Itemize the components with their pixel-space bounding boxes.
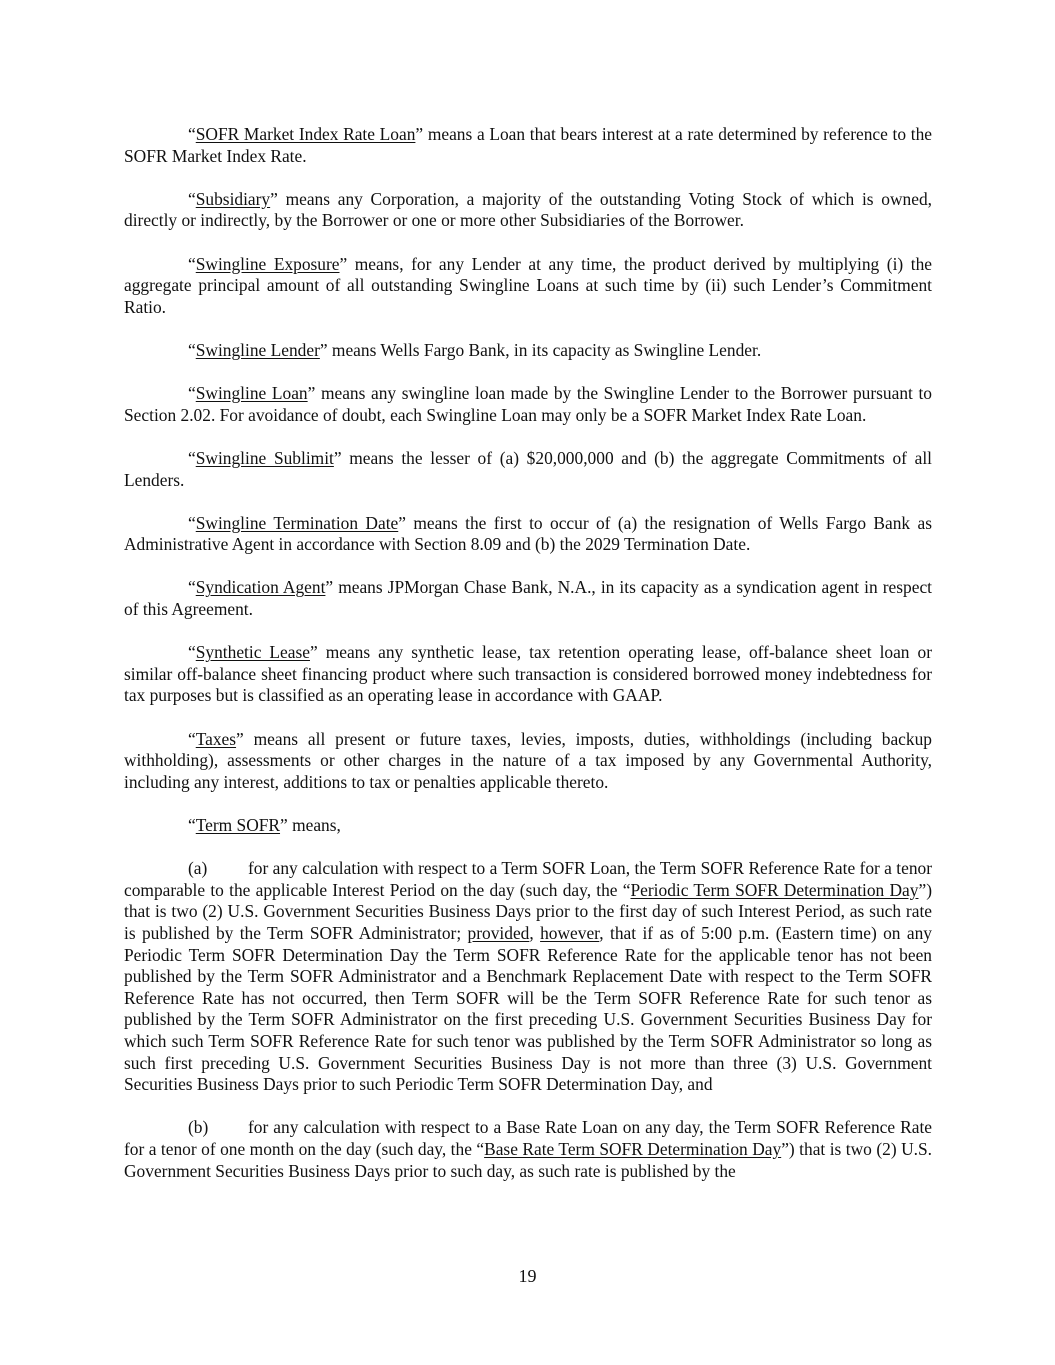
definition-syndication-agent: “Syndication Agent” means JPMorgan Chase Bank, N.A., in its capacity as a syndication agent in respect of this Agreement. — [124, 577, 932, 620]
defined-term: Base Rate Term SOFR Determination Day — [484, 1138, 782, 1159]
emphasis-however: however — [540, 922, 600, 943]
definition-term-sofr: “Term SOFR” means, — [188, 815, 341, 835]
page-number: 19 — [518, 1266, 537, 1286]
defined-term: Term SOFR — [195, 815, 281, 835]
definition-swingline-termination-date: “Swingline Termination Date” means the first to occur of (a) the resignation of Wells Fargo Bank as Administrative Agent in accordance with Section 8.09 and (b) the 2029 Termination Date. — [124, 512, 932, 555]
defined-term: Periodic Term SOFR Determination Day — [630, 879, 919, 900]
definition-swingline-lender: “Swingline Lender” means Wells Fargo Bank, in its capacity as Swingline Lender. — [188, 339, 762, 360]
document-page — [124, 124, 932, 1204]
defined-term: Swingline Exposure — [195, 253, 340, 274]
definition-swingline-loan: “Swingline Loan” means any swingline loan made by the Swingline Lender to the Borrower pursuant to Section 2.02. For avoidance of doubt, each Swingline Loan may only be a SOFR Market Index Rate Loan. — [124, 383, 932, 425]
defined-term: Synthetic Lease — [195, 642, 310, 663]
definition-taxes: “Taxes” means all present or future taxes, levies, imposts, duties, withholdings (including backup withholding), assessments or other charges in the nature of a tax imposed by any Governmental Authority, including any interest, additions to tax or penalties applicable thereto. — [124, 728, 932, 792]
definition-synthetic-lease: “Synthetic Lease” means any synthetic lease, tax retention operating lease, off-balance sheet loan or similar off-balance sheet financing product where such transaction is considered borrowed money indebtedness for tax purposes but is classified as an operating lease in accordance with GAAP. — [124, 642, 932, 706]
defined-term: SOFR Market Index Rate Loan — [195, 124, 416, 144]
term-sofr-clause-a: (a) for any calculation with respect to a Term SOFR Loan, the Term SOFR Reference Rate for a tenor comparable to the applicable Interest Period on the day (such day, the “Periodic Term SOFR Determination Day”) that is two (2) U.S. Government Securities Business Days prior to the first day of such Interest Period, as such rate is published by the Term SOFR Administrator; provided, however, that if as of 5:00 p.m. (Eastern time) on any Periodic Term SOFR Determination Day the Term SOFR Reference Rate for the applicable tenor has not been published by the Term SOFR Administrator and a Benchmark Replacement Date with respect to the Term SOFR Reference Rate has not occurred, then Term SOFR will be the Term SOFR Reference Rate for such tenor as published by the Term SOFR Administrator on the first preceding U.S. Government Securities Business Day for which such Term SOFR Reference Rate for such tenor was published by the Term SOFR Administrator so long as such first preceding U.S. Government Securities Business Day is not more than three (3) U.S. Government Securities Business Days prior to such Periodic Term SOFR Determination Day, and — [124, 858, 932, 1095]
defined-term: Swingline Sublimit — [195, 447, 334, 468]
definition-subsidiary: “Subsidiary” means any Corporation, a majority of the outstanding Voting Stock of which is owned, directly or indirectly, by the Borrower or one or more other Subsidiaries of the Borrower. — [124, 188, 932, 231]
definition-sofr-market-index-rate-loan: “SOFR Market Index Rate Loan” means a Loan that bears interest at a rate determined by reference to the SOFR Market Index Rate. — [124, 124, 932, 166]
clause-marker: (a) — [188, 858, 208, 879]
defined-term: Syndication Agent — [195, 577, 326, 598]
definition-swingline-exposure: “Swingline Exposure” means, for any Lender at any time, the product derived by multiplying (i) the aggregate principal amount of all outstanding Swingline Loans at such time by (ii) such Lender’s Commitment Ratio. — [124, 253, 932, 317]
defined-term: Swingline Lender — [195, 339, 320, 360]
defined-term: Swingline Termination Date — [195, 512, 399, 533]
defined-term: Taxes — [195, 728, 237, 749]
definition-swingline-sublimit: “Swingline Sublimit” means the lesser of (a) $20,000,000 and (b) the aggregate Commitments of all Lenders. — [124, 447, 932, 490]
emphasis-provided: provided — [467, 922, 530, 943]
defined-term: Swingline Loan — [195, 383, 308, 404]
clause-marker: (b) — [188, 1117, 209, 1138]
term-sofr-clause-b: (b) for any calculation with respect to a Base Rate Loan on any day, the Term SOFR Reference Rate for a tenor of one month on the day (such day, the “Base Rate Term SOFR Determination Day”) that is two (2) U.S. Government Securities Business Days prior to such day, as such rate is published by the — [124, 1117, 933, 1181]
defined-term: Subsidiary — [195, 188, 271, 209]
